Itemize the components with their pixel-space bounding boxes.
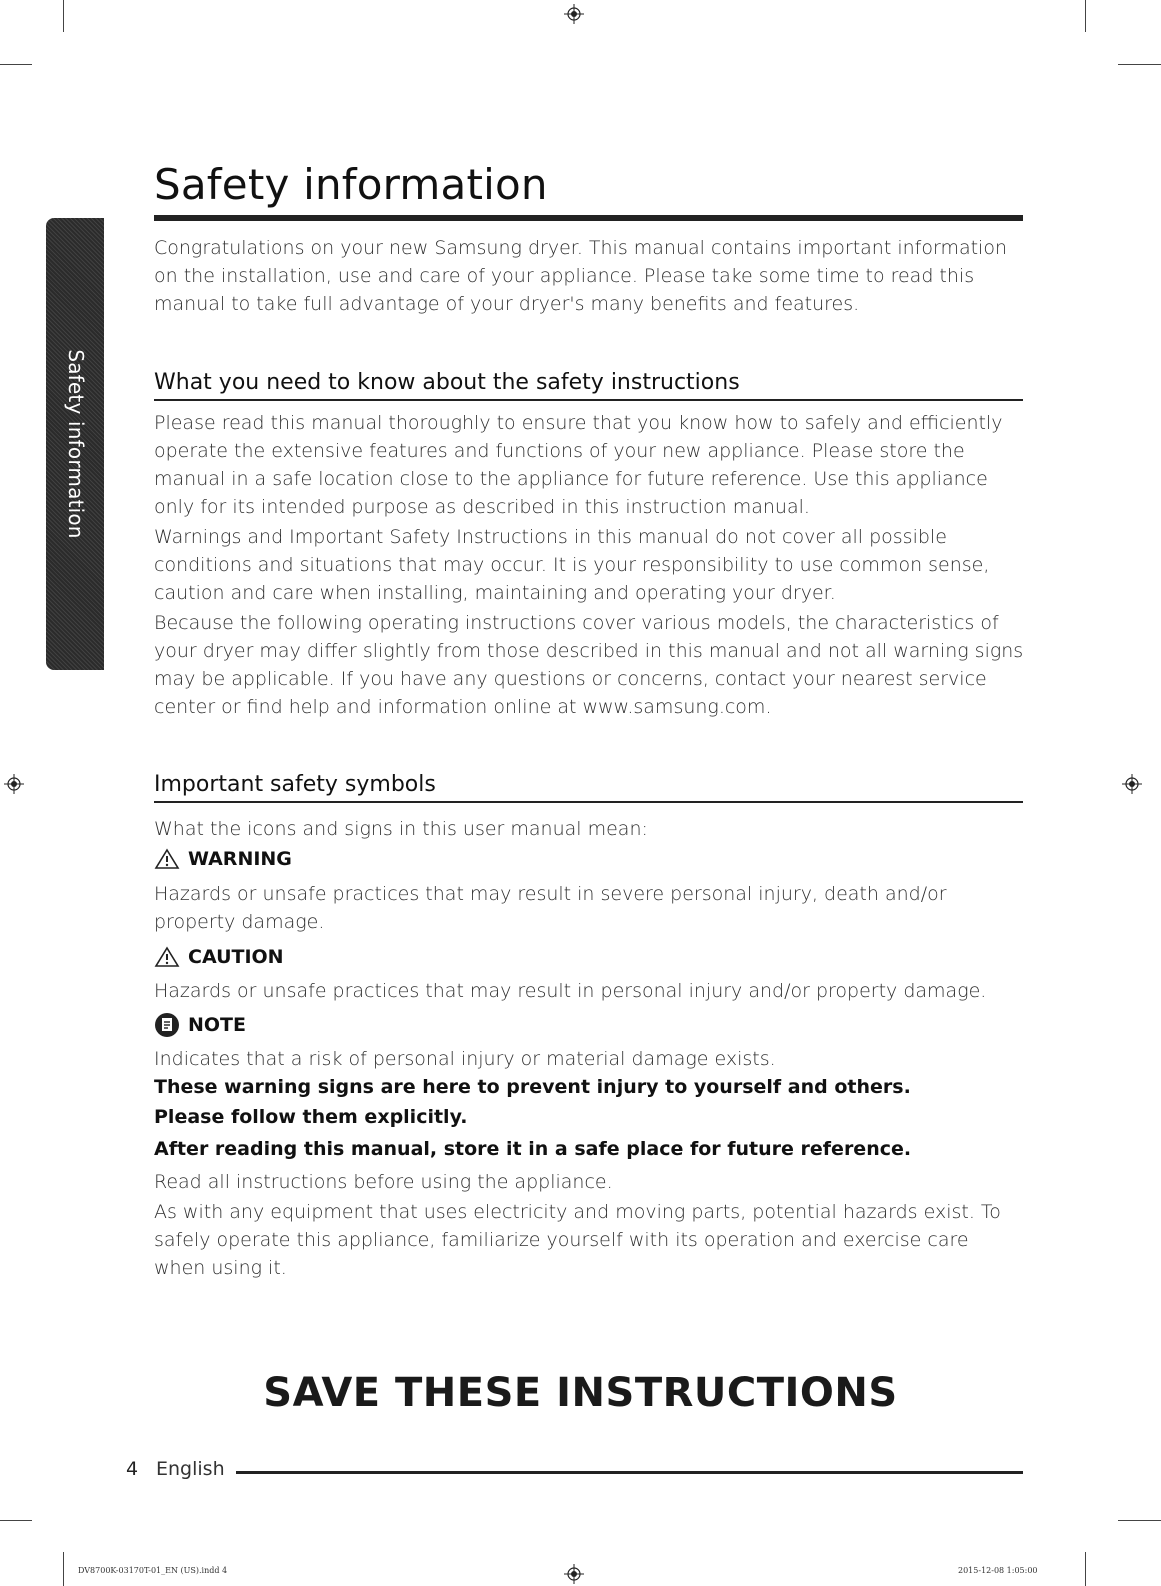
note-label-text: NOTE xyxy=(188,1014,246,1036)
crop-mark xyxy=(0,64,32,65)
print-slug-file: DV8700K-03170T-01_EN (US).indd 4 xyxy=(78,1566,228,1575)
caution-label-text: CAUTION xyxy=(188,946,284,968)
registration-mark-icon xyxy=(564,1564,584,1584)
title-rule xyxy=(154,215,1023,221)
page-number: 4 xyxy=(126,1458,139,1480)
save-instructions-banner: SAVE THESE INSTRUCTIONS xyxy=(263,1370,898,1416)
bold-notice: Please follow them explicitly. xyxy=(154,1106,468,1128)
symbols-intro xyxy=(154,815,1024,845)
print-slug-date: 2015-12-08 1:05:00 xyxy=(958,1566,1038,1575)
paragraph: As with any equipment that uses electricity and moving parts, potential hazards exist. To safely operate this appliance, familiarize yourself with its operation and exercise care when using it. xyxy=(154,1201,1001,1279)
note-text: Indicates that a risk of personal injury or material damage exists. xyxy=(154,1048,776,1070)
closing-body xyxy=(154,1168,1024,1284)
crop-mark xyxy=(1118,1520,1161,1521)
caution-description xyxy=(154,977,1024,1007)
footer-language: English xyxy=(156,1458,225,1480)
caution-triangle-icon xyxy=(154,946,180,968)
side-tab-label: Safety information xyxy=(64,349,88,539)
registration-mark-icon xyxy=(1122,774,1142,794)
caution-label xyxy=(154,944,284,970)
intro-text: Congratulations on your new Samsung dryer. This manual contains important information on the installation, use and care of your appliance. Please take some time to read this manual to take full advantage of your dryer's many benefits and features. xyxy=(154,237,1007,315)
crop-mark xyxy=(0,1520,32,1521)
page-title: Safety information xyxy=(154,160,548,209)
section-heading-know: What you need to know about the safety instructions xyxy=(154,370,1023,401)
warning-text: Hazards or unsafe practices that may result in severe personal injury, death and/or property damage. xyxy=(154,883,947,933)
crop-mark xyxy=(1085,0,1086,32)
intro-paragraph xyxy=(154,234,1024,320)
crop-mark xyxy=(63,1552,64,1586)
footer-rule xyxy=(236,1471,1023,1474)
crop-mark xyxy=(1085,1552,1086,1586)
registration-mark-icon xyxy=(4,774,24,794)
note-description xyxy=(154,1045,1024,1075)
warning-description xyxy=(154,880,974,938)
bold-notice: After reading this manual, store it in a safe place for future reference. xyxy=(154,1138,912,1160)
note-label xyxy=(154,1012,246,1038)
warning-label xyxy=(154,846,292,872)
paragraph: Read all instructions before using the appliance. xyxy=(154,1171,613,1193)
section-know-body xyxy=(154,409,1024,723)
caution-text: Hazards or unsafe practices that may result in personal injury and/or property damage. xyxy=(154,980,987,1002)
note-icon xyxy=(154,1012,180,1038)
section-heading-symbols: Important safety symbols xyxy=(154,772,1023,803)
paragraph: Please read this manual thoroughly to ensure that you know how to safely and efficiently operate the extensive features and functions of your new appliance. Please store the manual in a safe location close to the appliance for future reference. Use this appliance only for its intended purpose as described in this instruction manual. xyxy=(154,412,1003,518)
paragraph: Warnings and Important Safety Instructions in this manual do not cover all possible conditions and situations that may occur. It is your responsibility to use common sense, caution and care when installing, maintaining and operating your dryer. xyxy=(154,526,990,604)
symbols-intro-text: What the icons and signs in this user manual mean: xyxy=(154,818,648,840)
crop-mark xyxy=(1118,64,1161,65)
registration-mark-icon xyxy=(564,4,584,24)
crop-mark xyxy=(63,0,64,32)
paragraph: Because the following operating instructions cover various models, the characteristics of your dryer may differ slightly from those described in this manual and not all warning signs may be applicable. If you have any questions or concerns, contact your nearest service center or find help and information online at www.samsung.com. xyxy=(154,612,1024,718)
warning-triangle-icon xyxy=(154,848,180,870)
bold-notice: These warning signs are here to prevent injury to yourself and others. xyxy=(154,1076,911,1098)
warning-label-text: WARNING xyxy=(188,848,292,870)
